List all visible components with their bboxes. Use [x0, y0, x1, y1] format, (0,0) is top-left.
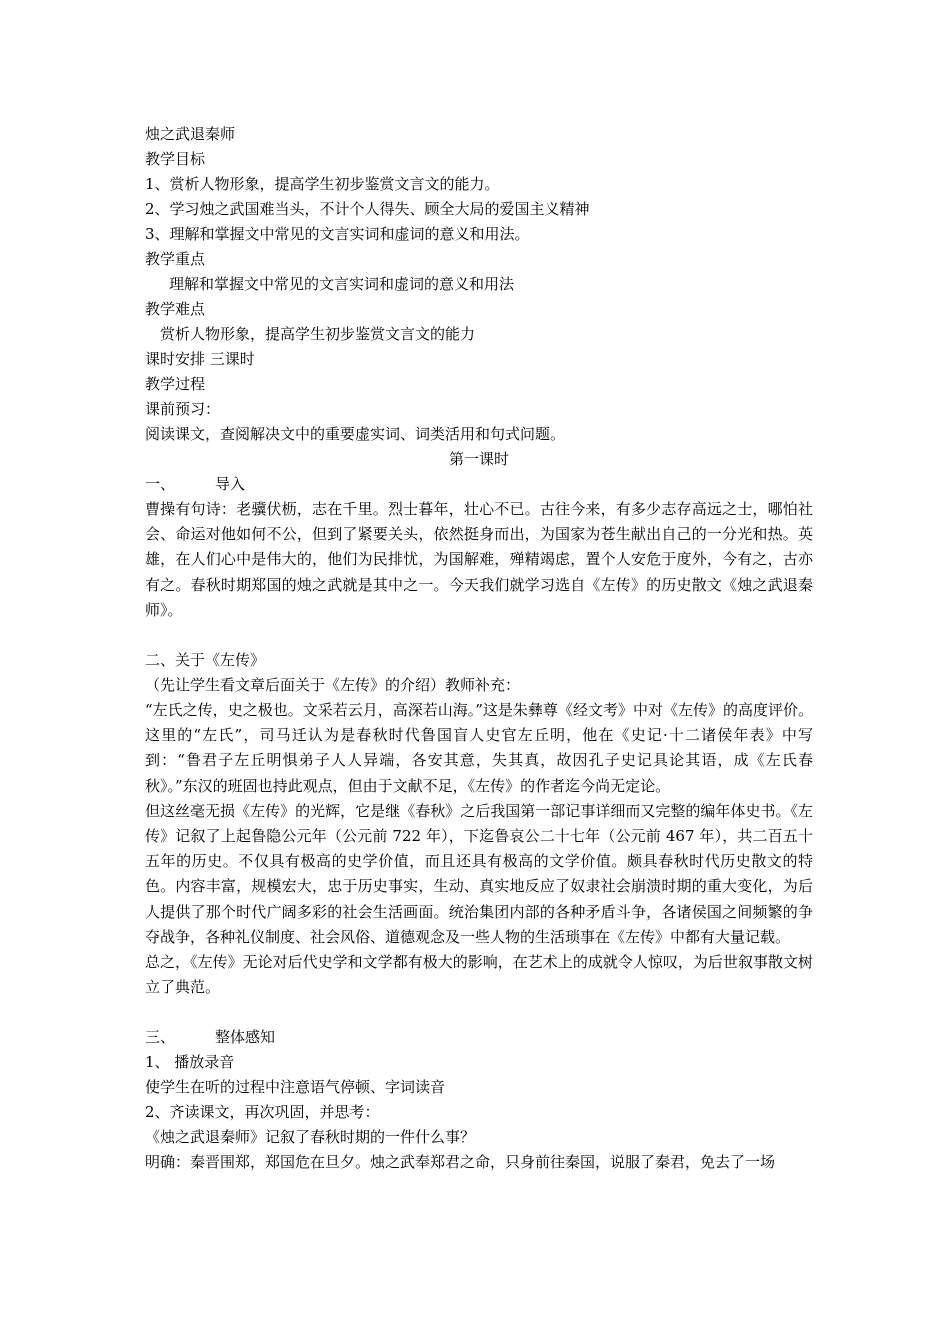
section1-title: 导入 — [215, 475, 246, 493]
section3-answer: 明确：秦晋围郑，郑国危在旦夕。烛之武奉郑君之命，只身前往秦国，说服了秦君，免去了一场 — [145, 1153, 776, 1172]
schedule-line: 课时安排 三课时 — [145, 350, 255, 368]
section2-paragraph-1: “左氏之传，史之极也。文采若云月，高深若山海。”这是朱彝尊《经文考》中对《左传》的高度评价。这里的“左氏”，司马迁认为是春秋时代鲁国盲人史官左丘明，他在《史记·十二诸侯年表》中写到：“鲁君子左丘明惧弟子人人异端，各安其意，失其真，故因孔子史记具论其语，成《左氏春秋》。”东汉的班固也持此观点，但由于文献不足，《左传》的作者迄今尚无定论。 — [145, 701, 813, 795]
section3-item-2: 2、齐读课文，再次巩固，并思考： — [145, 1103, 380, 1122]
section2-note: （先让学生看文章后面关于《左传》的介绍）教师补充： — [145, 676, 521, 695]
objective-item: 1、赏析人物形象，提高学生初步鉴赏文言文的能力。 — [145, 175, 500, 193]
document-title: 烛之武退秦师 — [145, 125, 236, 143]
section3-question: 《烛之武退秦师》记叙了春秋时期的一件什么事？ — [145, 1128, 476, 1147]
difficulties-heading: 教学难点 — [145, 300, 206, 318]
section3-number: 三、 — [145, 1028, 176, 1047]
preview-heading: 课前预习： — [145, 400, 221, 418]
section2-paragraph-3: 总之，《左传》无论对后代史学和文学都有极大的影响，在艺术上的成就令人惊叹，为后世叙事散文树立了典范。 — [145, 953, 813, 997]
section2-paragraph-2: 但这丝毫无损《左传》的光辉，它是继《春秋》之后我国第一部记事详细而又完整的编年体史书。《左传》记叙了上起鲁隐公元年（公元前 722 年），下迄鲁哀公二十七年（公元前 467 年），共二百五十五年的历史。不仅具有极高的史学价值，而且还具有极高的文学价值。颇具春秋时代历史散文的特色。内容丰富，规模宏大，忠于历史事实，生动、真实地反应了奴隶社会崩溃时期的重大变化，为后人提供了那个时代广阔多彩的社会生活画面。统治集团内部的各种矛盾斗争，各诸侯国之间频繁的争夺战争，各种礼仪制度、社会风俗、道德观念及一些人物的生活琐事在《左传》中都有大量记载。 — [145, 801, 813, 946]
objective-item: 3、理解和掌握文中常见的文言实词和虚词的意义和用法。 — [145, 225, 530, 243]
objectives-heading: 教学目标 — [145, 150, 206, 168]
section3-title: 整体感知 — [215, 1028, 276, 1047]
lesson1-heading: 第一课时 — [448, 450, 509, 468]
process-heading: 教学过程 — [145, 375, 206, 393]
section1-number: 一、 — [145, 475, 176, 493]
preview-text: 阅读课文，查阅解决文中的重要虚实词、词类活用和句式问题。 — [145, 425, 566, 443]
section1-heading — [145, 472, 813, 497]
section3-item-1: 1、 播放录音 — [145, 1053, 235, 1072]
section2-heading: 二、关于《左传》 — [145, 651, 266, 670]
document-page — [145, 122, 813, 1175]
key-points-heading: 教学重点 — [145, 250, 206, 268]
key-points-text: 理解和掌握文中常见的文言实词和虚词的意义和用法 — [169, 275, 515, 293]
section3-item-1-text: 使学生在听的过程中注意语气停顿、字词读音 — [145, 1078, 446, 1097]
objective-item: 2、学习烛之武国难当头，不计个人得失、顾全大局的爱国主义精神 — [145, 200, 590, 218]
difficulties-text: 赏析人物形象，提高学生初步鉴赏文言文的能力 — [160, 325, 476, 343]
section3-heading — [145, 1025, 813, 1050]
section1-paragraph: 曹操有句诗：老骥伏枥，志在千里。烈士暮年，壮心不已。古往今来，有多少志存高远之士，哪怕社会、命运对他如何不公，但到了紧要关头，依然挺身而出，为国家为苍生献出自己的一分光和热。英雄，在人们心中是伟大的，他们为民排忧，为国解难，殚精竭虑，置个人安危于度外，今有之，古亦有之。春秋时期郑国的烛之武就是其中之一。今天我们就学习选自《左传》的历史散文《烛之武退秦师》。 — [145, 500, 813, 619]
